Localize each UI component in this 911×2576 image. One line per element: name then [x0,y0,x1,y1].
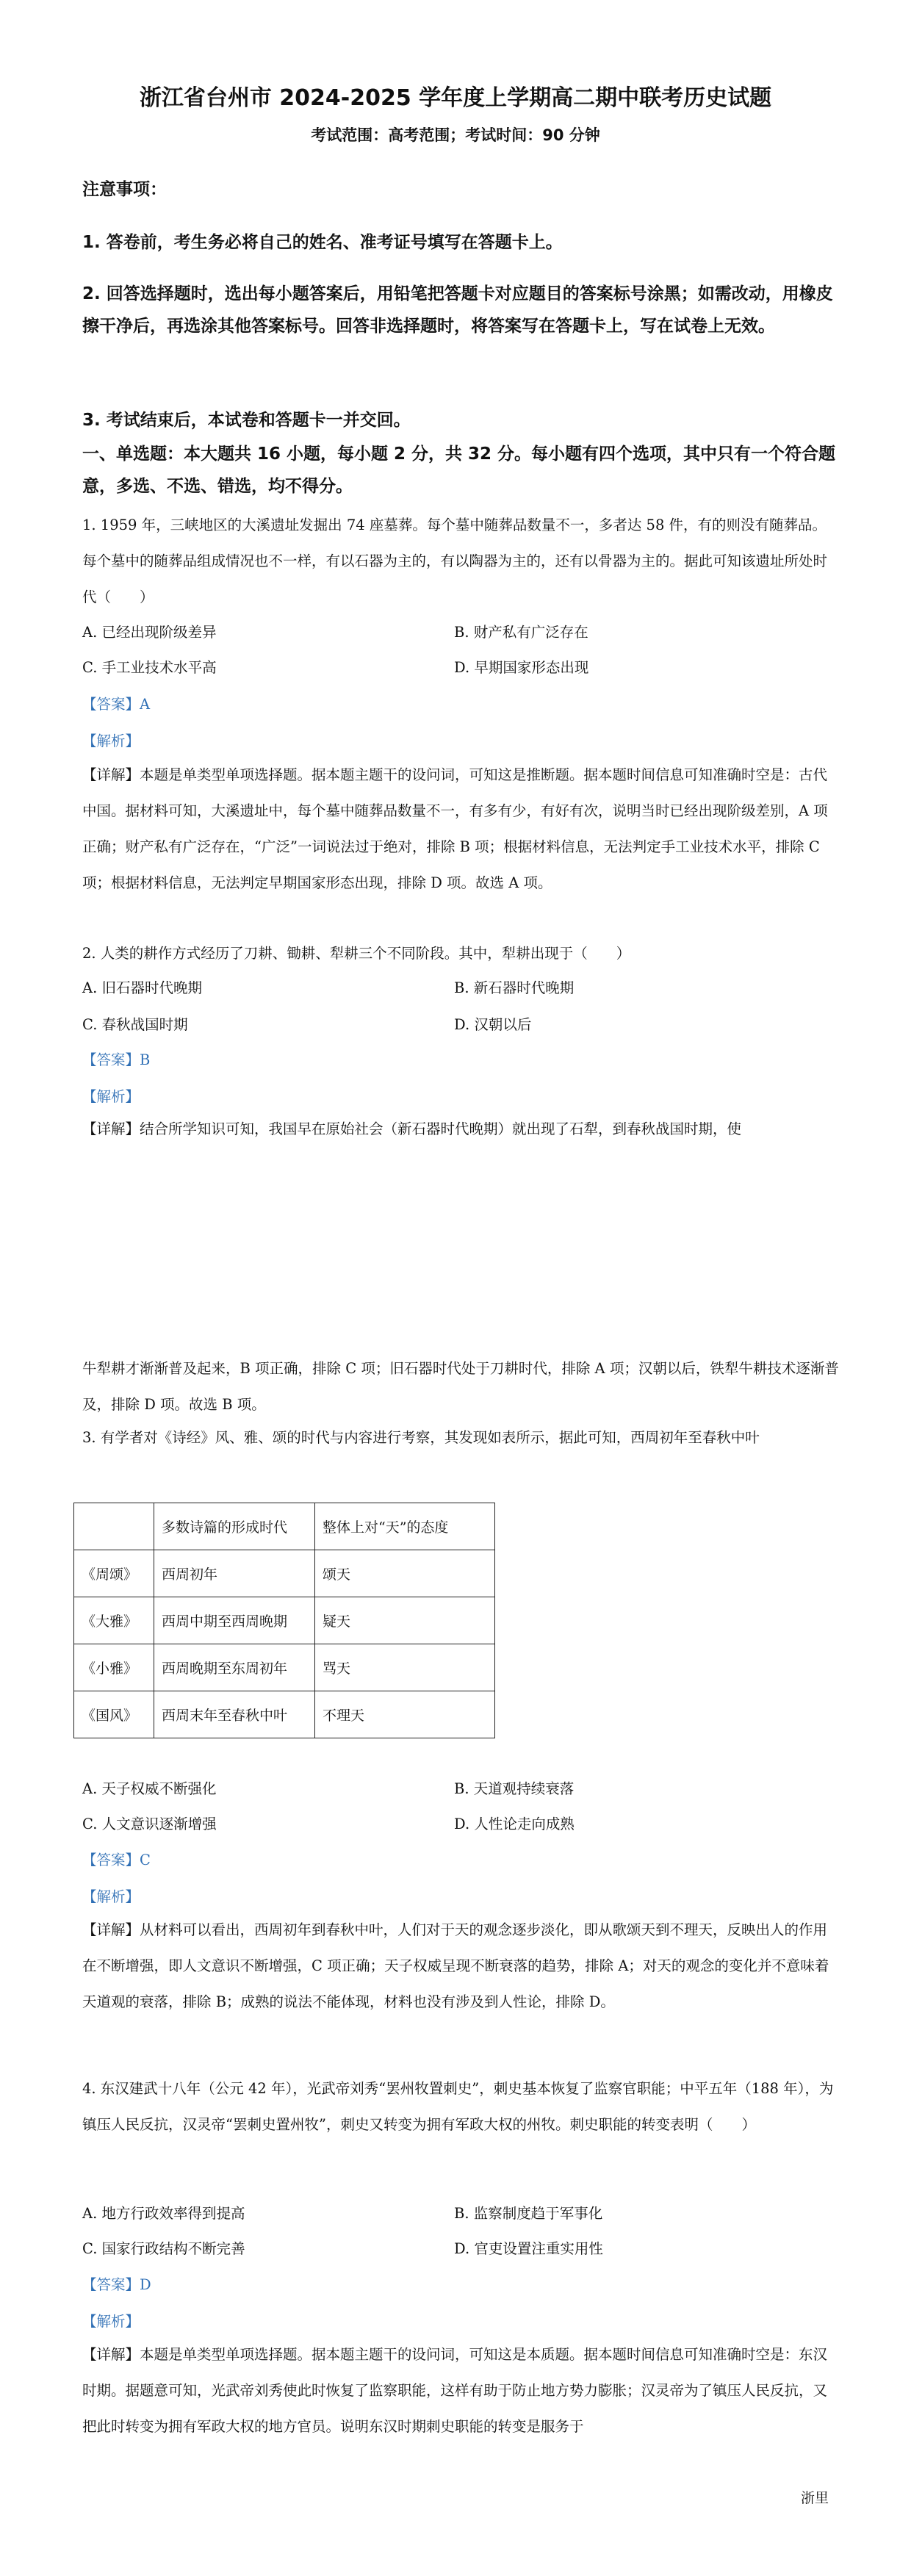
q2-detail-part2: 牛犁耕才渐渐普及起来，B 项正确，排除 C 项；旧石器时代处于刀耕时代，排除 A 项；汉朝以后，铁犁牛耕技术逐渐普及，排除 D 项。故选 B 项。 [82,1360,839,1413]
q2-analysis-tag: 【解析】 [82,1088,140,1105]
q4-answer: 【答案】D [82,2276,151,2293]
q1-detail: 【详解】本题是单类型单项选择题。据本题主题干的设问词，可知这是推断题。据本题时间信息可知准确时空是：古代中国。据材料可知，大溪遗址中，每个墓中随葬品数量不一，有多有少，有好有次，说明当时已经出现阶级差别，A 项正确；财产私有广泛存在，“广泛”一词说法过于绝对，排除 B 项；根据材料信息，无法判定手工业技术水平，排除 C 项；根据材料信息，无法判定早期国家形态出现，排除 D 项。故选 A 项。 [82,766,828,891]
q2-detail-part1: 【详解】结合所学知识可知，我国早在原始社会（新石器时代晚期）就出现了石犁，到春秋战国时期，使 [82,1120,742,1137]
q3-detail: 【详解】从材料可以看出，西周初年到春秋中叶，人们对于天的观念逐步淡化，即从歌颂天到不理天，反映出人的作用在不断增强，即人文意识不断增强，C 项正确；天子权威呈现不断衰落的趋势，排除 A；对天的观念的变化并不意味着天道观的衰落，排除 B；成熟的说法不能体现，材料也没有涉及到人性论，排除 D。 [82,1921,829,2010]
q2-option-c: C. 春秋战国时期 [82,1016,188,1033]
table-cell: 疑天 [315,1597,495,1644]
table-cell: 不理天 [315,1691,495,1738]
notice-item-1: 1. 答卷前，考生务必将自己的姓名、准考证号填写在答题卡上。 [82,233,563,252]
table-cell: 西周初年 [154,1550,315,1597]
table-row [74,1597,495,1644]
table-cell: 西周中期至西周晚期 [154,1597,315,1644]
q3-option-b: B. 天道观持续衰落 [454,1780,575,1797]
q3-option-c: C. 人文意识逐渐增强 [82,1816,217,1832]
table-header-cell: 多数诗篇的形成时代 [154,1503,315,1550]
question-3-stem: 3. 有学者对《诗经》风、雅、颂的时代与内容进行考察，其发现如表所示，据此可知，西周初年至春秋中叶 [82,1429,760,1446]
table-row [74,1550,495,1597]
q4-option-b: B. 监察制度趋于军事化 [454,2205,603,2222]
q2-option-d: D. 汉朝以后 [454,1016,532,1033]
q1-option-c: C. 手工业技术水平高 [82,659,217,676]
q2-option-a: A. 旧石器时代晚期 [82,979,202,996]
question-2-stem: 2. 人类的耕作方式经历了刀耕、锄耕、犁耕三个不同阶段。其中，犁耕出现于（ ） [82,945,631,962]
q1-option-b: B. 财产私有广泛存在 [454,624,588,641]
q2-answer: 【答案】B [82,1051,151,1068]
table-cell: 骂天 [315,1644,495,1691]
notice-heading: 注意事项： [82,180,167,199]
q3-analysis-tag: 【解析】 [82,1888,140,1905]
q1-answer: 【答案】A [82,696,151,713]
table-header-cell [74,1503,154,1550]
table-cell: 《国风》 [74,1691,154,1738]
table-cell: 《周颂》 [74,1550,154,1597]
question-4-stem: 4. 东汉建武十八年（公元 42 年），光武帝刘秀“罢州牧置刺史”，刺史基本恢复了监察官职能；中平五年（188 年），为镇压人民反抗，汉灵帝“罢刺史置州牧”，刺史又转变为拥有军政大权的州牧。刺史职能的转变表明（ ） [82,2080,834,2133]
question-1-stem: 1. 1959 年，三峡地区的大溪遗址发掘出 74 座墓葬。每个墓中随葬品数量不一，多者达 58 件，有的则没有随葬品。每个墓中的随葬品组成情况也不一样，有以石器为主的，有以陶器为主的，还有以骨器为主的。据此可知该遗址所处时代（ ） [82,517,828,605]
q4-option-c: C. 国家行政结构不断完善 [82,2240,245,2257]
table-header-row [74,1503,495,1550]
page-title: 浙江省台州市 2024-2025 学年度上学期高二期中联考历史试题 [139,85,772,111]
table-cell: 西周末年至春秋中叶 [154,1691,315,1738]
poetry-table [73,1503,495,1738]
q1-option-d: D. 早期国家形态出现 [454,659,589,676]
notice-item-3: 3. 考试结束后，本试卷和答题卡一并交回。 [82,411,411,430]
section-heading: 一、单选题：本大题共 16 小题，每小题 2 分，共 32 分。每小题有四个选项，其中只有一个符合题意，多选、不选、错选，均不得分。 [82,445,836,496]
table-row [74,1691,495,1738]
page-footer: 浙里 [800,2490,829,2506]
q2-option-b: B. 新石器时代晚期 [454,979,575,996]
table-cell: 西周晚期至东周初年 [154,1644,315,1691]
table-header-cell: 整体上对“天”的态度 [315,1503,495,1550]
q3-answer: 【答案】C [82,1852,151,1868]
table-row [74,1644,495,1691]
q1-analysis-tag: 【解析】 [82,733,140,749]
q1-option-a: A. 已经出现阶级差异 [82,624,217,641]
table-cell: 颂天 [315,1550,495,1597]
notice-item-2: 2. 回答选择题时，选出每小题答案后，用铅笔把答题卡对应题目的答案标号涂黑；如需改动，用橡皮擦干净后，再选涂其他答案标号。回答非选择题时，将答案写在答题卡上，写在试卷上无效。 [82,284,833,336]
q3-option-d: D. 人性论走向成熟 [454,1816,575,1832]
table-cell: 《小雅》 [74,1644,154,1691]
q3-option-a: A. 天子权威不断强化 [82,1780,217,1797]
exam-scope: 考试范围：高考范围；考试时间：90 分钟 [311,126,600,144]
table-cell: 《大雅》 [74,1597,154,1644]
q4-option-d: D. 官吏设置注重实用性 [454,2240,603,2257]
q4-option-a: A. 地方行政效率得到提高 [82,2205,245,2222]
q4-detail: 【详解】本题是单类型单项选择题。据本题主题干的设问词，可知这是本质题。据本题时间信息可知准确时空是：东汉时期。据题意可知，光武帝刘秀使此时恢复了监察职能，这样有助于防止地方势力膨胀；汉灵帝为了镇压人民反抗，又把此时转变为拥有军政大权的地方官员。说明东汉时期刺史职能的转变是服务于 [82,2346,828,2435]
q4-analysis-tag: 【解析】 [82,2313,140,2330]
